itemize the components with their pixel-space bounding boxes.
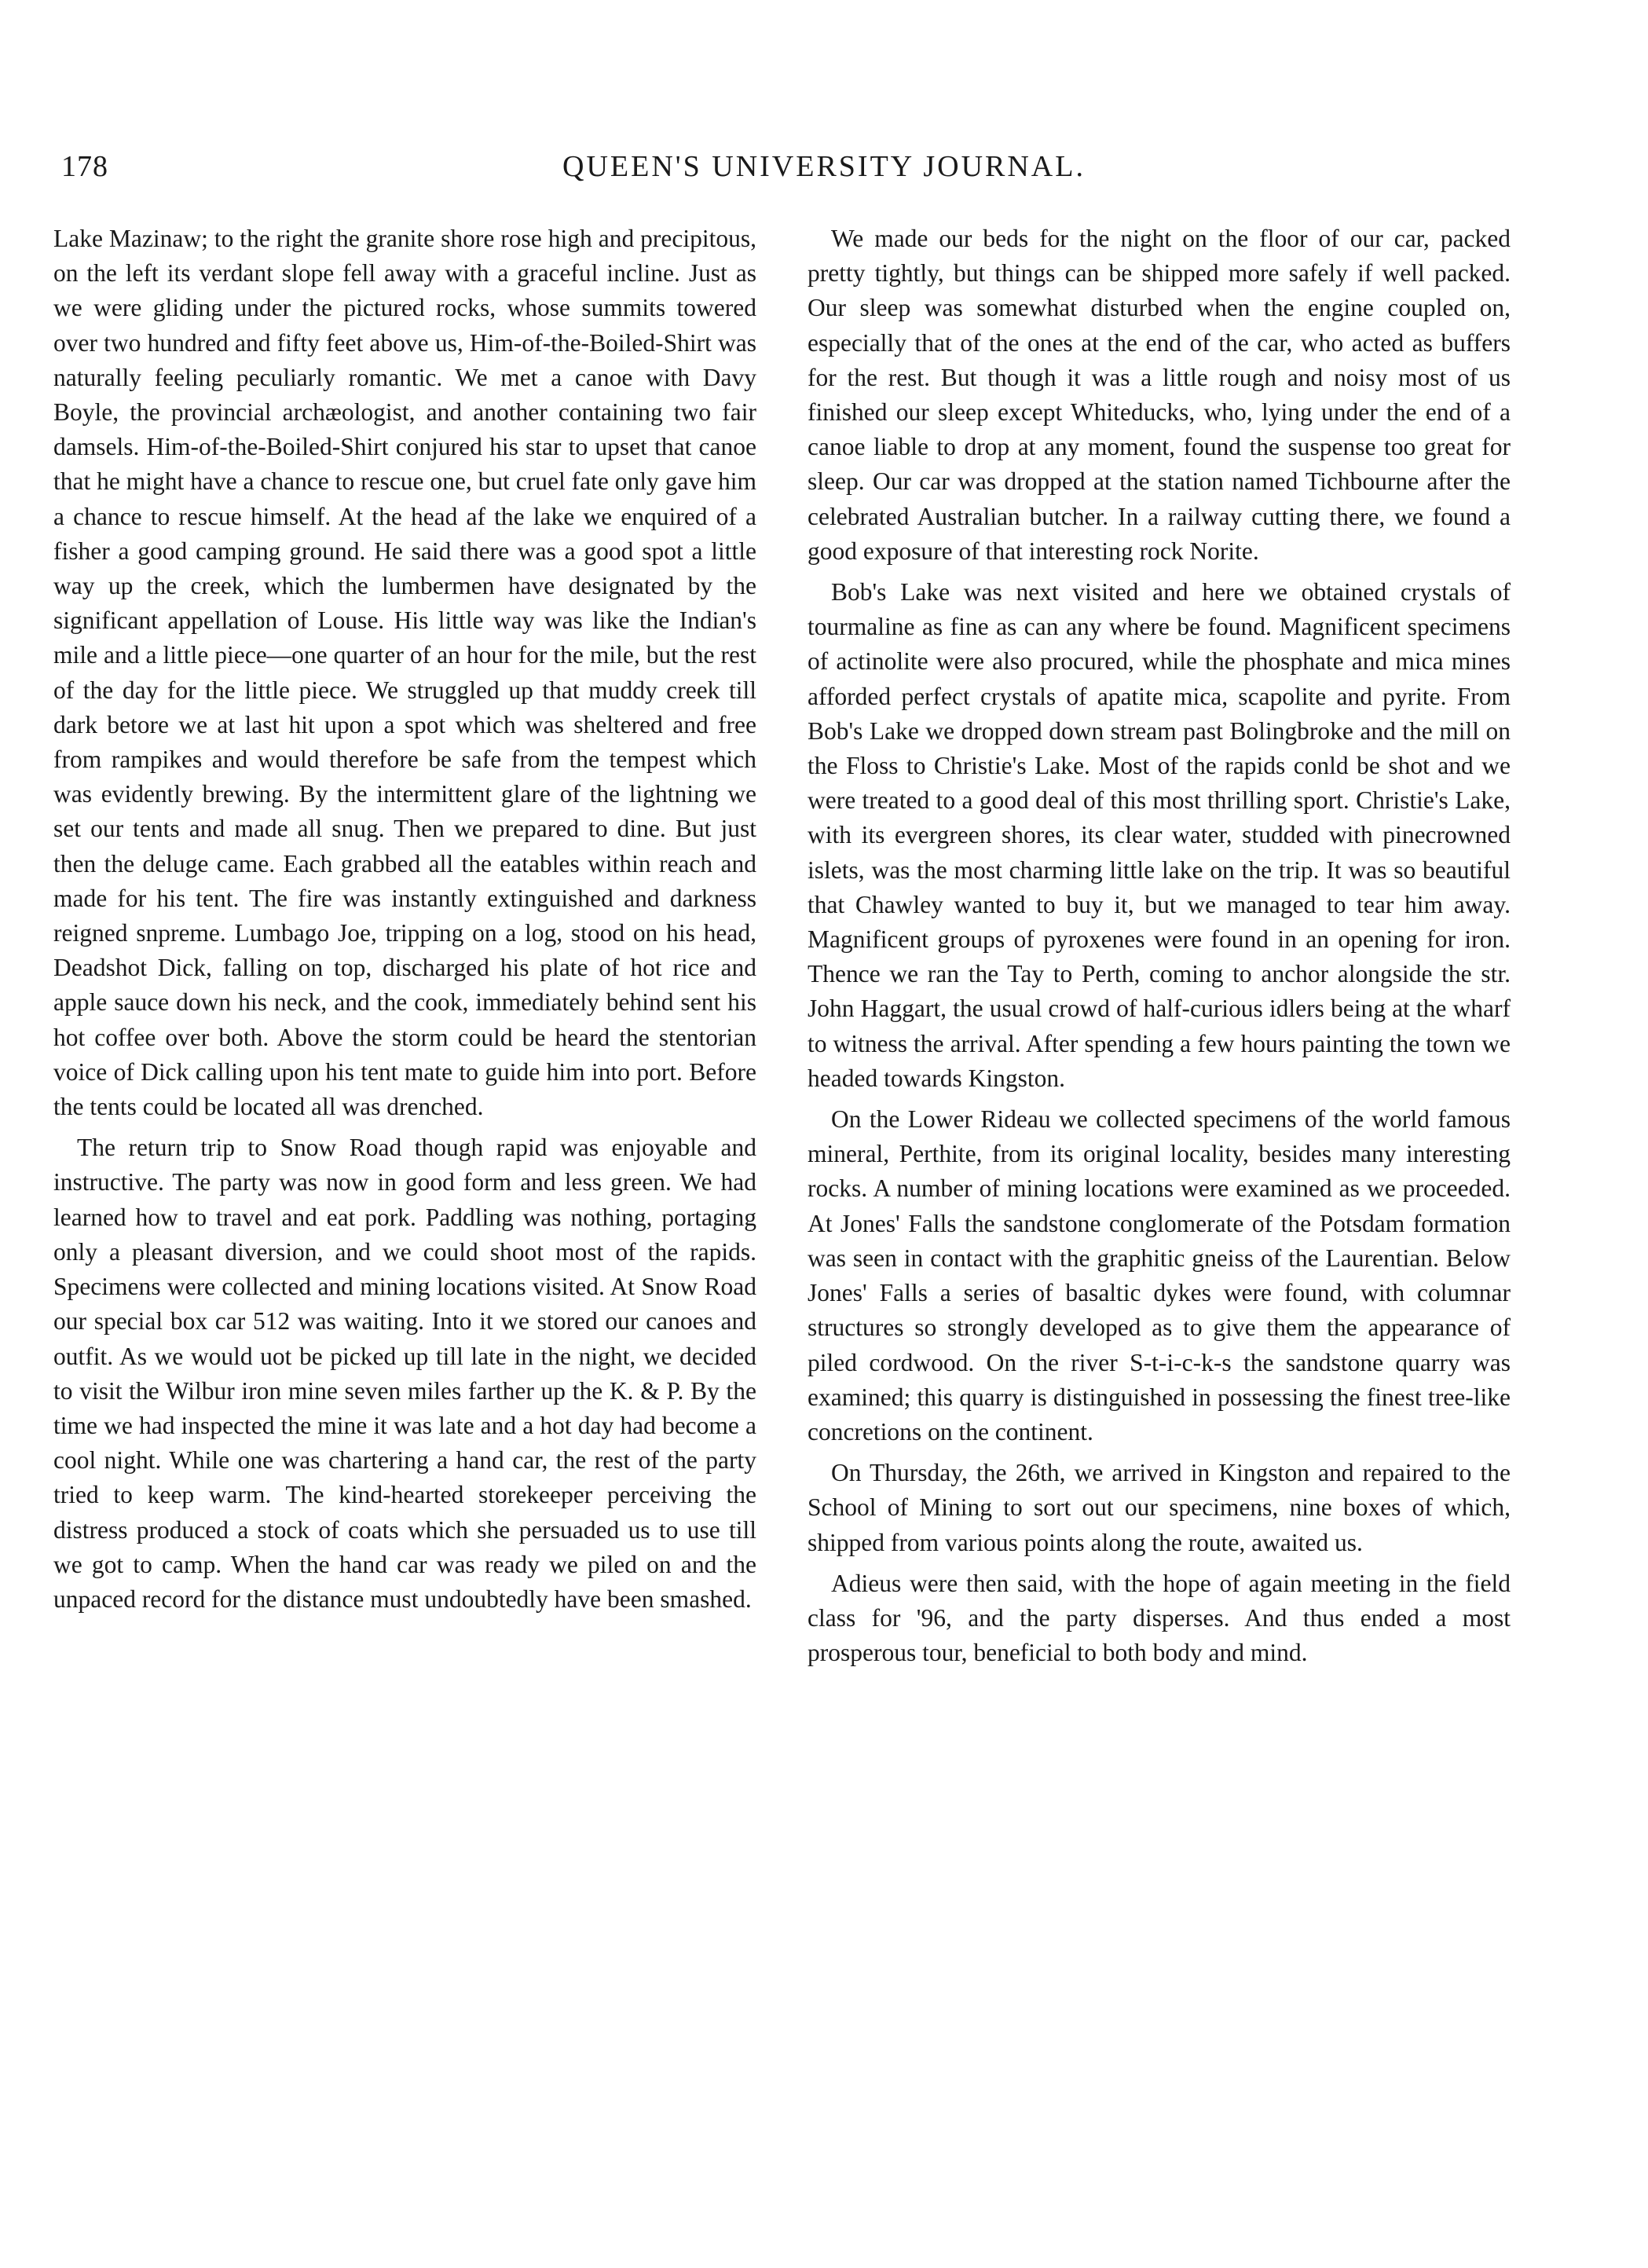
page-number: 178 xyxy=(61,150,108,183)
paragraph: On Thursday, the 26th, we arrived in Kingston and repaired to the School of Mining to sort out our specimens, nine boxes of which, shipped from various points along the route, awaited us. xyxy=(808,1459,1511,1556)
left-column xyxy=(53,222,756,1621)
paragraph: Lake Mazinaw; to the right the granite shore rose high and precipitous, on the left its verdant slope fell away with a graceful incline. Just as we were gliding under the pictured rocks, whose summits towered over two hundred and fifty feet above us, Him-of-the-Boiled-Shirt was naturally feeling peculiarly romantic. We met a canoe with Davy Boyle, the provincial archæologist, and another containing two fair damsels. Him-of-the-Boiled-Shirt conjured his star to upset that canoe that he might have a chance to rescue one, but cruel fate only gave him a chance to rescue himself. At the head af the lake we enquired of a fisher a good camping ground. He said there was a good spot a little way up the creek, which the lumbermen have designated by the significant appellation of Louse. His little way was like the Indian's mile and a little piece—one quarter of an hour for the mile, but the rest of the day for the little piece. We struggled up that muddy creek till dark betore we at last hit upon a spot which was sheltered and free from rampikes and would therefore be safe from the tempest which was evidently brewing. By the intermittent glare of the lightning we set our tents and made all snug. Then we prepared to dine. But just then the deluge came. Each grabbed all the eatables within reach and made for his tent. The fire was instantly extinguished and darkness reigned snpreme. Lumbago Joe, tripping on a log, stood on his head, Deadshot Dick, falling on top, discharged his plate of hot rice and apple sauce down his neck, and the cook, immediately behind sent his hot coffee over both. Above the storm could be heard the stentorian voice of Dick calling upon his tent mate to guide him into port. Before the tents could be located all was drenched. xyxy=(53,225,756,1121)
right-column xyxy=(808,222,1511,1675)
paragraph: We made our beds for the night on the floor of our car, packed pretty tightly, but things can be shipped more safely if well packed. Our sleep was somewhat disturbed when the engine coupled on, especially that of the ones at the end of the car, who acted as buffers for the rest. But though it was a little rough and noisy most of us finished our sleep except Whiteducks, who, lying under the end of a canoe liable to drop at any moment, found the suspense too great for sleep. Our car was dropped at the station named Tichbourne after the celebrated Australian butcher. In a railway cutting there, we found a good exposure of that interesting rock Norite. xyxy=(808,225,1511,565)
paragraph: The return trip to Snow Road though rapid was enjoyable and instructive. The party was now in good form and less green. We had learned how to travel and eat pork. Paddling was nothing, portaging only a pleasant diversion, and we could shoot most of the rapids. Specimens were collected and mining locations visited. At Snow Road our special box car 512 was waiting. Into it we stored our canoes and outfit. As we would uot be picked up till late in the night, we decided to visit the Wilbur iron mine seven miles farther up the K. & P. By the time we had inspected the mine it was late and a hot day had become a cool night. While one was chartering a hand car, the rest of the party tried to keep warm. The kind-hearted storekeeper perceiving the distress produced a stock of coats which she persuaded us to use till we got to camp. When the hand car was ready we piled on and the unpaced record for the distance must undoubtedly have been smashed. xyxy=(53,1134,756,1613)
paragraph: Bob's Lake was next visited and here we obtained crystals of tourmaline as fine as can any where be found. Magnificent specimens of actinolite were also procured, while the phosphate and mica mines afforded perfect crystals of apatite mica, scapolite and pyrite. From Bob's Lake we dropped down stream past Bolingbroke and the mill on the Floss to Christie's Lake. Most of the rapids conld be shot and we were treated to a good deal of this most thrilling sport. Christie's Lake, with its evergreen shores, its clear water, studded with pinecrowned islets, was the most charming little lake on the trip. It was so beautiful that Chawley wanted to buy it, but we managed to tear him away. Magnificent groups of pyroxenes were found in an opening for iron. Thence we ran the Tay to Perth, coming to anchor alongside the str. John Haggart, the usual crowd of half-curious idlers being at the wharf to witness the arrival. After spending a few hours painting the town we headed towards Kingston. xyxy=(808,578,1511,1092)
paragraph: On the Lower Rideau we collected specimens of the world famous mineral, Perthite, from its original locality, besides many interesting rocks. A number of mining locations were examined as we proceeded. At Jones' Falls the sandstone conglomerate of the Potsdam formation was seen in contact with the graphitic gneiss of the Laurentian. Below Jones' Falls a series of basaltic dykes were found, with columnar structures so strongly developed as to give them the appearance of piled cordwood. On the river S-t-i-c-k-s the sandstone quarry was examined; this quarry is distinguished in possessing the finest tree-like concretions on the continent. xyxy=(808,1105,1511,1445)
running-head-title: QUEEN'S UNIVERSITY JOURNAL. xyxy=(562,150,1086,183)
paragraph: Adieus were then said, with the hope of again meeting in the field class for '96, and the party disperses. And thus ended a most prosperous tour, beneficial to both body and mind. xyxy=(808,1569,1511,1667)
